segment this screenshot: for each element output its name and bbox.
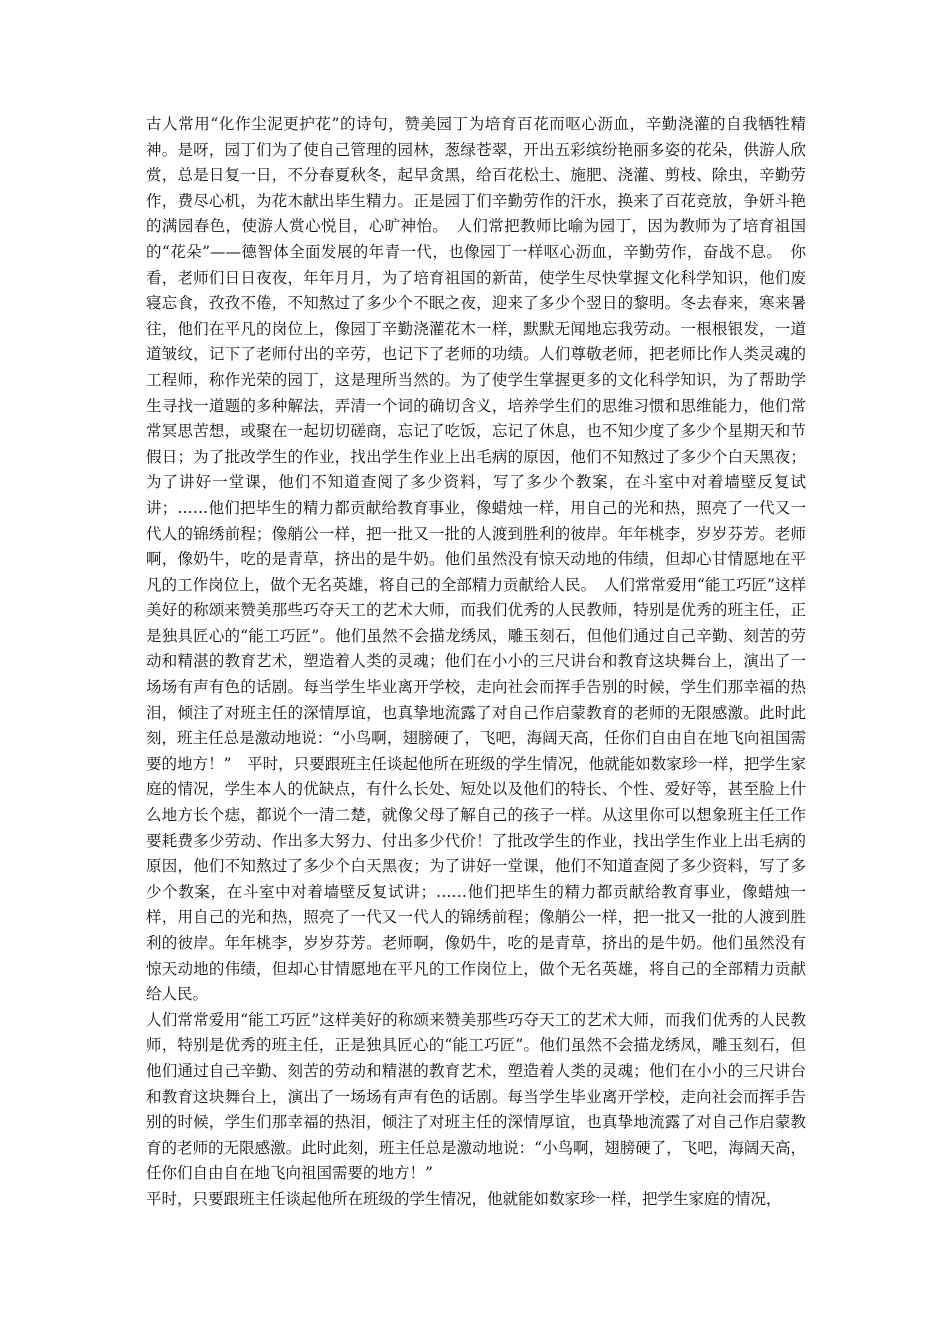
document-body (146, 112, 806, 1213)
paragraph-3: 平时，只要跟班主任谈起他所在班级的学生情况，他就能如数家珍一样，把学生家庭的情况， (146, 1189, 782, 1208)
paragraph-1: 古人常用“化作尘泥更护花”的诗句，赞美园丁为培育百花而呕心沥血，辛勤浇灌的自我牺牲精神。是呀，园丁们为了使自己管理的园林，葱绿苍翠，开出五彩缤纷艳丽多姿的花朵，供游人欣赏，总是日复一日，不分春夏秋冬，起早贪黑，给百花松土、施肥、浇灌、剪枝、除虫，辛勤劳作，费尽心机，为花木献出毕生精力。正是园丁们辛勤劳作的汗水，换来了百花竞放，争妍斗艳的满园春色，使游人赏心悦目，心旷神怡。 人们常把教师比喻为园丁，因为教师为了培育祖国的“花朵”——德智体全面发展的年青一代，也像园丁一样呕心沥血，辛勤劳作，奋战不息。 你看，老师们日日夜夜，年年月月，为了培育祖国的新苗，使学生尽快掌握文化科学知识，他们废寝忘食，孜孜不倦，不知熬过了多少个不眠之夜，迎来了多少个翌日的黎明。冬去春来，寒来暑往，他们在平凡的岗位上，像园丁辛勤浇灌花木一样，默默无闻地忘我劳动。一根根银发，一道道皱纹，记下了老师付出的辛劳，也记下了老师的功绩。人们尊敬老师，把老师比作人类灵魂的工程师，称作光荣的园丁，这是理所当然的。为了使学生掌握更多的文化科学知识，为了帮助学生寻找一道题的多种解法，弄清一个词的确切含义，培养学生们的思维习惯和思维能力，他们常常冥思苦想，或聚在一起切切磋商，忘记了吃饭，忘记了休息，也不知少度了多少个星期天和节假日；为了批改学生的作业，找出学生作业上出毛病的原因，他们不知熬过了多少个白天黑夜；为了讲好一堂课，他们不知道查阅了多少资料，写了多少个教案，在斗室中对着墙壁反复试讲；……他们把毕生的精力都贡献给教育事业，像蜡烛一样，用自己的光和热，照亮了一代又一代人的锦绣前程；像艄公一样，把一批又一批的人渡到胜利的彼岸。年年桃李，岁岁芬芳。老师啊，像奶牛，吃的是青草，挤出的是牛奶。他们虽然没有惊天动地的伟绩，但却心甘情愿地在平凡的工作岗位上，做个无名英雄，将自己的全部精力贡献给人民。 人们常常爱用“能工巧匠”这样美好的称颂来赞美那些巧夺天工的艺术大师，而我们优秀的人民教师，特别是优秀的班主任，正是独具匠心的“能工巧匠”。他们虽然不会描龙绣凤，雕玉刻石，但他们通过自己辛勤、刻苦的劳动和精湛的教育艺术，塑造着人类的灵魂；他们在小小的三尺讲台和教育这块舞台上，演出了一场场有声有色的话剧。每当学生毕业离开学校，走向社会而挥手告别的时候，学生们那幸福的热泪，倾注了对班主任的深情厚谊，也真挚地流露了对自己作启蒙教育的老师的无限感激。此时此刻，班主任总是激动地说：“小鸟啊，翅膀硬了，飞吧，海阔天高，任你们自由自在地飞向祖国需要的地方！” 平时，只要跟班主任谈起他所在班级的学生情况，他就能如数家珍一样，把学生家庭的情况，学生本人的优缺点，有什么长处、短处以及他们的特长、个性、爱好等，甚至脸上什么地方长个痣，都说个一清二楚，就像父母了解自己的孩子一样。从这里你可以想象班主任工作要耗费多少劳动、作出多大努力、付出多少代价！了批改学生的作业，找出学生作业上出毛病的原因，他们不知熬过了多少个白天黑夜；为了讲好一堂课，他们不知道查阅了多少资料，写了多少个教案，在斗室中对着墙壁反复试讲；……他们把毕生的精力都贡献给教育事业，像蜡烛一样，用自己的光和热，照亮了一代又一代人的锦绣前程；像艄公一样，把一批又一批的人渡到胜利的彼岸。年年桃李，岁岁芬芳。老师啊，像奶牛，吃的是青草，挤出的是牛奶。他们虽然没有惊天动地的伟绩，但却心甘情愿地在平凡的工作岗位上，做个无名英雄，将自己的全部精力贡献给人民。 (146, 115, 806, 1004)
paragraph-2: 人们常常爱用“能工巧匠”这样美好的称颂来赞美那些巧夺天工的艺术大师，而我们优秀的人民教师，特别是优秀的班主任，正是独具匠心的“能工巧匠”。他们虽然不会描龙绣凤，雕玉刻石，但他们通过自己辛勤、刻苦的劳动和精湛的教育艺术，塑造着人类的灵魂；他们在小小的三尺讲台和教育这块舞台上，演出了一场场有声有色的话剧。每当学生毕业离开学校，走向社会而挥手告别的时候，学生们那幸福的热泪，倾注了对班主任的深情厚谊，也真挚地流露了对自己作启蒙教育的老师的无限感激。此时此刻，班主任总是激动地说：“小鸟啊，翅膀硬了，飞吧，海阔天高，任你们自由自在地飞向祖国需要的地方！” (146, 1010, 806, 1183)
